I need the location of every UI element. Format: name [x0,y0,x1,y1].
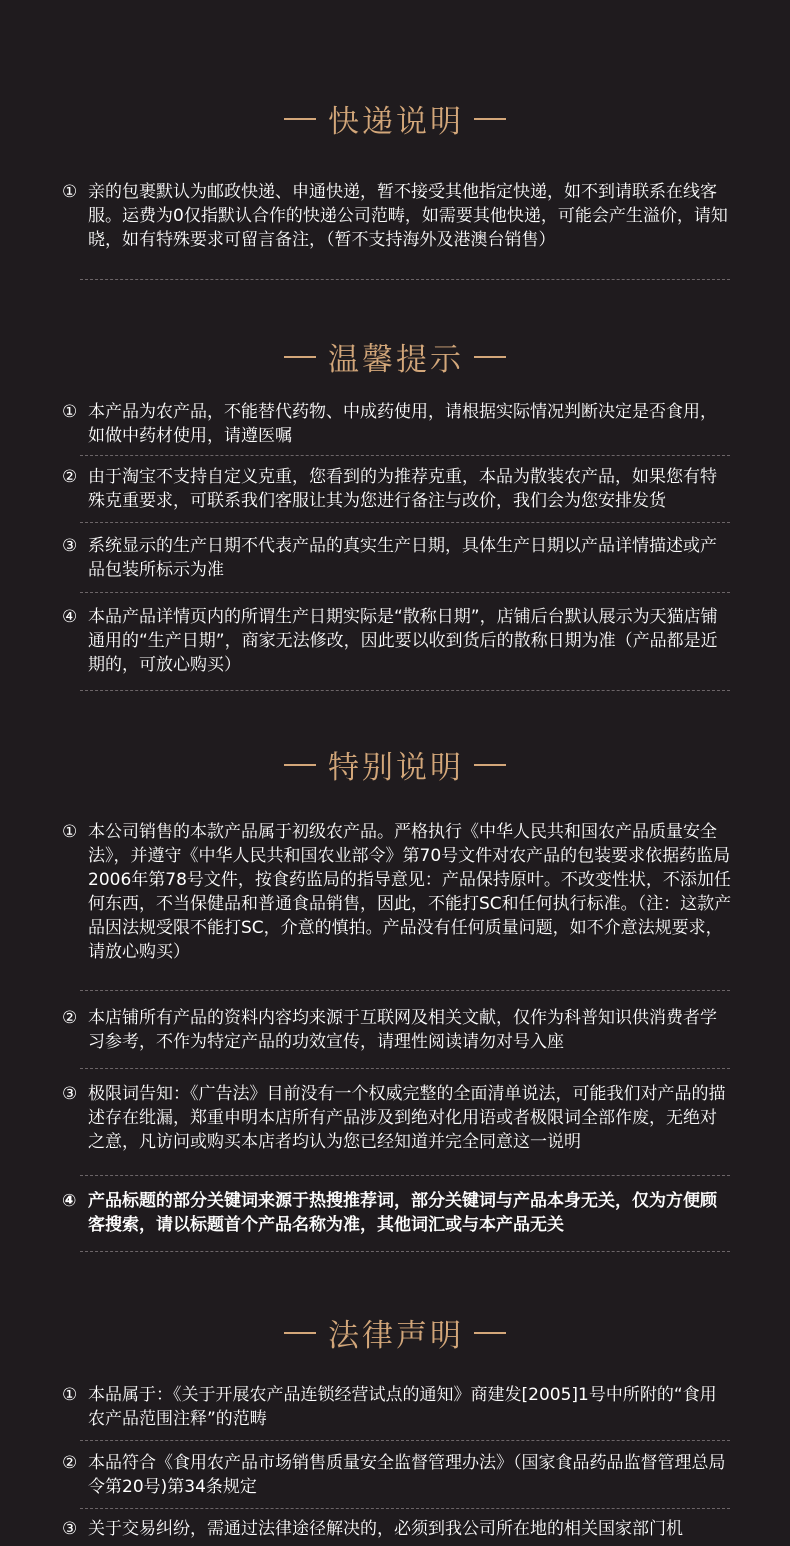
item-text: 本品产品详情页内的所谓生产日期实际是“散称日期”，店铺后台默认展示为天猫店铺通用的“生产日期”，商家无法修改，因此要以收到货后的散称日期为准（产品都是近期的，可放心购买） [88,607,718,675]
section-title-text: 快递说明 [328,104,464,140]
section-title-special [0,742,790,787]
dashed-divider [80,592,730,593]
dashed-divider [80,1440,730,1441]
item-text: 由于淘宝不支持自定义克重，您看到的为推荐克重，本品为散装农产品，如果您有特殊克重要求，可联系我们客服让其为您进行备注与改价，我们会为您安排发货 [88,467,717,511]
section-title-text: 法律声明 [328,1318,464,1354]
dashed-divider [80,1508,730,1509]
title-right-dash [474,1332,506,1334]
list-item [62,400,732,448]
list-item [62,1383,732,1431]
item-number: ① [62,1385,78,1405]
dashed-divider [80,1175,730,1176]
item-text: 本产品为农产品，不能替代药物、中成药使用，请根据实际情况判断决定是否食用，如做中药材使用，请遵医嘱 [88,402,717,446]
item-number: ③ [62,536,78,556]
item-text: 本品符合《食用农产品市场销售质量安全监督管理办法》（国家食品药品监督管理总局令第20号)第34条规定 [88,1453,726,1497]
item-number: ③ [62,1084,78,1104]
list-item [62,1006,732,1054]
item-text: 本公司销售的本款产品属于初级农产品。严格执行《中华人民共和国农产品质量安全法》，并遵守《中华人民共和国农业部令》第70号文件对农产品的包装要求依据药监局2006年第78号文件，按食药监局的指导意见：产品保持原叶。不改变性状，不添加任何东西，不当保健品和普通食品销售，因此，不能打SC和任何执行标准。（注：这款产品因法规受限不能打SC，介意的慎拍。产品没有任何质量问题，如不介意法规要求，请放心购买） [88,822,732,962]
item-text: 系统显示的生产日期不代表产品的真实生产日期，具体生产日期以产品详情描述或产品包装所标示为准 [88,536,717,580]
title-left-dash [284,356,316,358]
title-left-dash [284,1332,316,1334]
item-number: ② [62,1008,78,1028]
item-text: 产品标题的部分关键词来源于热搜推荐词，部分关键词与产品本身无关，仅为方便顾客搜索，请以标题首个产品名称为准，其他词汇或与本产品无关 [88,1191,717,1235]
list-item [62,180,732,252]
title-left-dash [284,118,316,120]
item-number: ④ [62,1191,77,1211]
section-title-legal [0,1310,790,1355]
dashed-divider [80,279,730,280]
dashed-divider [80,990,730,991]
dashed-divider [80,455,730,456]
item-text: 本店铺所有产品的资料内容均来源于互联网及相关文献，仅作为科普知识供消费者学习参考，不作为特定产品的功效宣传，请理性阅读请勿对号入座 [88,1008,717,1052]
list-item [62,534,732,582]
item-number: ② [62,1453,78,1473]
list-item [62,465,732,513]
list-item [62,820,732,964]
item-number: ③ [62,1519,78,1539]
dashed-divider [80,1251,730,1252]
item-number: ④ [62,607,78,627]
title-right-dash [474,356,506,358]
list-item [62,1082,732,1154]
dashed-divider [80,522,730,523]
list-item [62,1517,732,1541]
title-right-dash [474,764,506,766]
item-text: 亲的包裹默认为邮政快递、申通快递，暂不接受其他指定快递，如不到请联系在线客服。运费为0仅指默认合作的快递公司范畴，如需要其他快递，可能会产生溢价，请知晓，如有特殊要求可留言备注，（暂不支持海外及港澳台销售） [88,182,728,250]
item-number: ① [62,822,78,842]
list-item [62,1451,732,1499]
item-text: 极限词告知：《广告法》目前没有一个权威完整的全面清单说法，可能我们对产品的描述存在纰漏，郑重申明本店所有产品涉及到绝对化用语或者极限词全部作废，无绝对之意，凡访问或购买本店者均认为您已经知道并完全同意这一说明 [88,1084,726,1152]
title-right-dash [474,118,506,120]
section-title-tips [0,334,790,379]
dashed-divider [80,690,730,691]
item-number: ② [62,467,78,487]
list-item [62,605,732,677]
section-title-text: 温馨提示 [328,342,464,378]
list-item [62,1189,732,1237]
item-text: 关于交易纠纷，需通过法律途径解决的，必须到我公司所在地的相关国家部门机 [88,1519,683,1539]
section-title-text: 特别说明 [328,750,464,786]
section-title-delivery [0,96,790,141]
item-text: 本品属于：《关于开展农产品连锁经营试点的通知》商建发[2005]1号中所附的“食用农产品范围注释”的范畴 [88,1385,717,1429]
dashed-divider [80,1068,730,1069]
title-left-dash [284,764,316,766]
item-number: ① [62,402,78,422]
item-number: ① [62,182,78,202]
